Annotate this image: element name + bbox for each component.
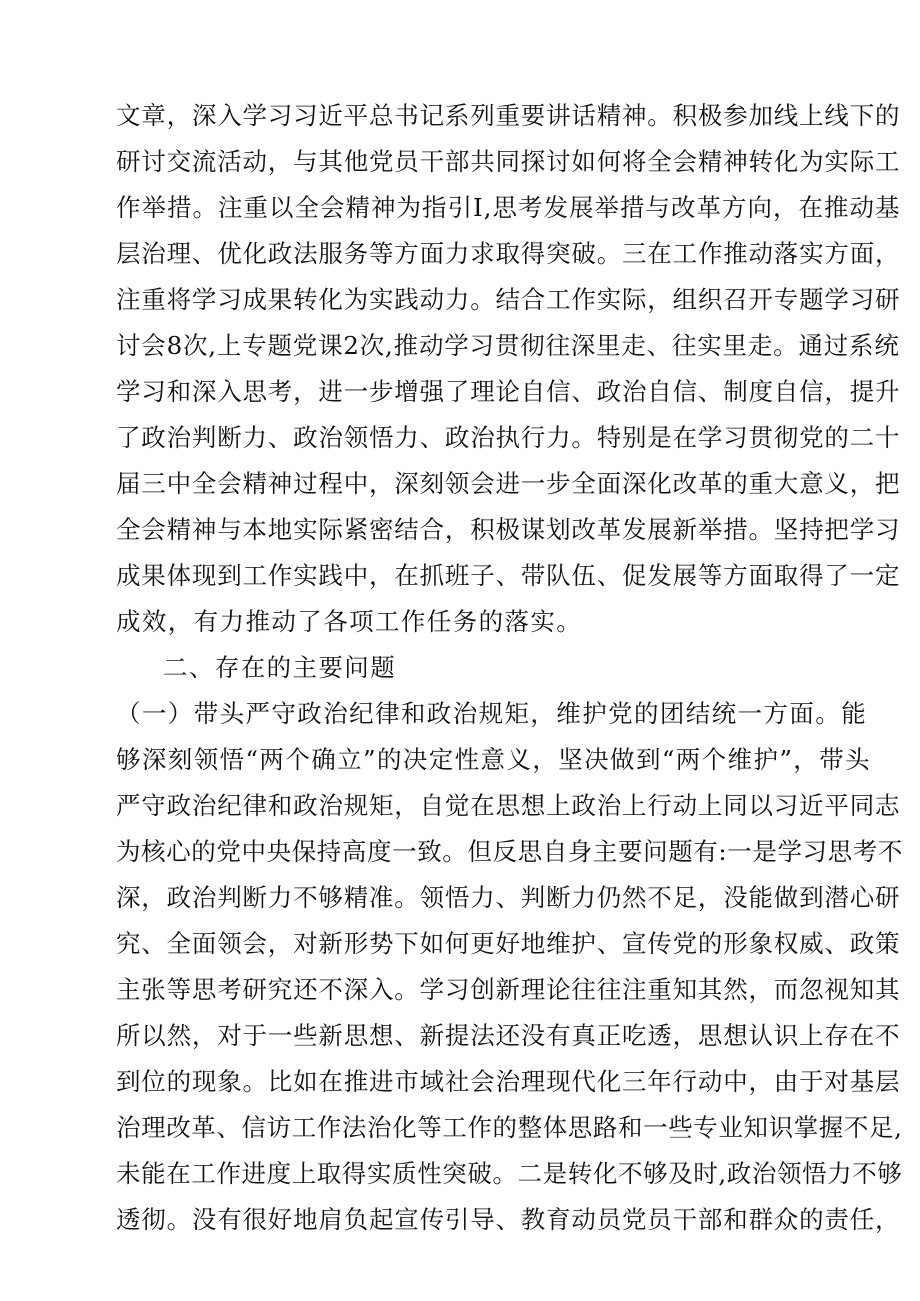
section-heading: 二、存在的主要问题 — [163, 653, 397, 682]
text-line: 成效，有力推动了各项工作任务的落实。 — [116, 607, 583, 636]
text-line: 层治理、优化政法服务等方面力求取得突破。三在工作推动落实方面， — [116, 239, 901, 268]
text-line: 深，政治判断力不够精准。领悟力、判断力仍然不足，没能做到潜心研 — [116, 883, 901, 912]
text-line: 严守政治纪律和政治规矩，自觉在思想上政治上行动上同以习近平同志 — [116, 791, 901, 820]
text-line: 届三中全会精神过程中，深刻领会进一步全面深化改革的重大意义，把 — [116, 469, 901, 498]
text-line: 透彻。没有很好地肩负起宣传引导、教育动员党员干部和群众的责任， — [116, 1205, 901, 1234]
text-line: 学习和深入思考，进一步增强了理论自信、政治自信、制度自信，提升 — [116, 377, 901, 406]
text-line: 到位的现象。比如在推进市域社会治理现代化三年行动中，由于对基层 — [116, 1067, 901, 1096]
text-line: 成果体现到工作实践中，在抓班子、带队伍、促发展等方面取得了一定 — [116, 561, 901, 590]
text-line: 所以然，对于一些新思想、新提法还没有真正吃透，思想认识上存在不 — [116, 1021, 901, 1050]
text-line: 研讨交流活动，与其他党员干部共同探讨如何将全会精神转化为实际工 — [116, 147, 901, 176]
text-line: （一）带头严守政治纪律和政治规矩，维护党的团结统一方面。能 — [116, 699, 868, 728]
text-line: 注重将学习成果转化为实践动力。结合工作实际，组织召开专题学习研 — [116, 285, 901, 314]
text-line: 治理改革、信访工作法治化等工作的整体思路和一些专业知识掌握不足, — [116, 1113, 903, 1142]
text-line: 讨会8次,上专题党课2次,推动学习贯彻往深里走、往实里走。通过系统 — [116, 331, 900, 360]
text-line: 未能在工作进度上取得实质性突破。二是转化不够及时,政治领悟力不够 — [116, 1159, 903, 1188]
text-line: 作举措。注重以全会精神为指引I,思考发展举措与改革方向，在推动基 — [116, 193, 901, 222]
text-line: 究、全面领会，对新形势下如何更好地维护、宣传党的形象权威、政策 — [116, 929, 901, 958]
text-line: 文章，深入学习习近平总书记系列重要讲话精神。积极参加线上线下的 — [116, 101, 901, 130]
text-line: 全会精神与本地实际紧密结合，积极谋划改革发展新举措。坚持把学习 — [116, 515, 901, 544]
text-line: 为核心的党中央保持高度一致。但反思自身主要问题有:一是学习思考不 — [116, 837, 903, 866]
text-line: 够深刻领悟“两个确立”的决定性意义，坚决做到“两个维护”，带头 — [116, 745, 871, 774]
text-line: 了政治判断力、政治领悟力、政治执行力。特别是在学习贯彻党的二十 — [116, 423, 901, 452]
text-line: 主张等思考研究还不深入。学习创新理论往往注重知其然，而忽视知其 — [116, 975, 901, 1004]
